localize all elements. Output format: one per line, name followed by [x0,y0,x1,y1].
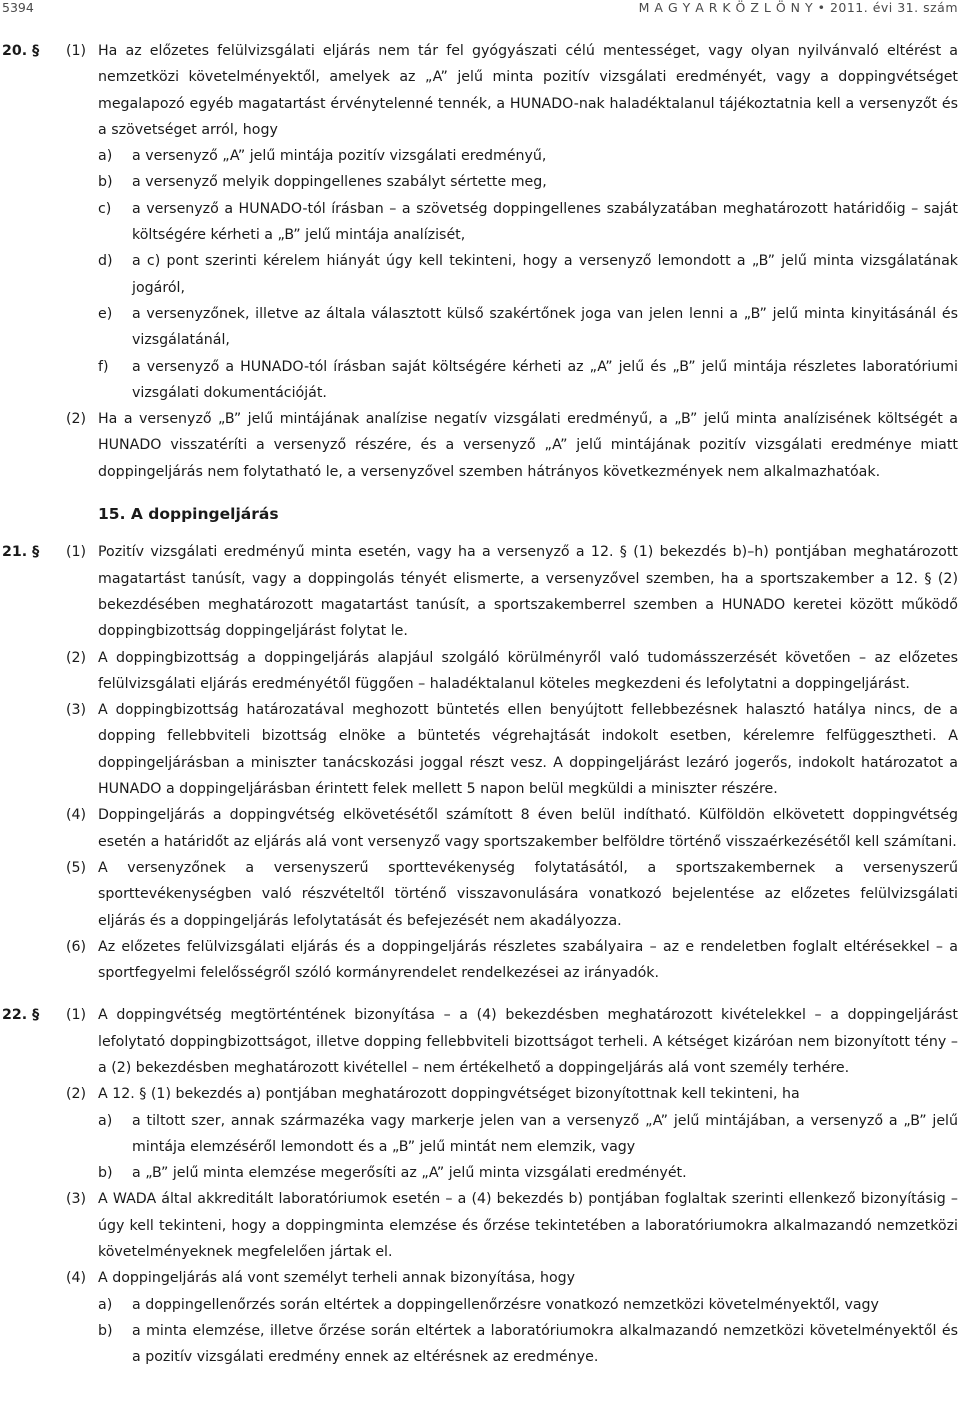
section [0,1002,958,1370]
paragraph-text: A doppingbizottság a doppingeljárás alapjául szolgáló körülményről való tudomásszerzését követően – az előzetes felülvizsgálati eljárás eredményétől függően – haladéktalanul köteles megkezdeni és lefolytatni a doppingeljárást. [98,649,958,692]
page-number: 5394 [2,0,34,15]
paragraph-text: Pozitív vizsgálati eredményű minta esetén, vagy ha a versenyző a 12. § (1) bekezdés b)–h) pontjában meghatározott magatartást tanúsít, vagy a doppingolás tényét elismerte, a versenyzővel szemben, ha a sportszakember a 12. § (2) bekezdésében meghatározott magatartást tanúsít, a sportszakemberrel szemben a HUNADO keretei között működő doppingbizottság doppingeljárást folytat le. [98,544,958,640]
paragraph-body [98,802,958,855]
paragraph-text: A doppingbizottság határozatával meghozott büntetés ellen benyújtott fellebbezésnek halasztó hatálya nincs, de a dopping fellebbviteli bizottság elnöke a büntetés végrehajtását indokolt esetben, kérelemre felfüggesztheti. A doppingeljárásban a miniszter tanácskozási joggal részt vesz. A doppingeljárást lezáró jogerős, indokolt határozatot a HUNADO a doppingeljárásban érintett felek mellett 5 napon belül megküldi a miniszter részére. [98,702,958,798]
list-item [98,169,958,195]
section-body [66,38,958,485]
paragraph-number: (4) [66,1270,87,1287]
list-item-letter: a) [98,1112,113,1129]
list-item [98,354,958,407]
paragraph-body [98,539,958,644]
list-item-letter: e) [98,305,113,322]
list-item [98,143,958,169]
paragraph-text: A doppingeljárás alá vont személyt terheli annak bizonyítása, hogy [98,1270,576,1287]
paragraph-body [98,1081,958,1186]
list-item-text: a versenyzőnek, illetve az általa választott külső szakértőnek joga van jelen lenni a „B” jelű minta kinyitásánál és vizsgálatánál, [132,305,958,349]
paragraph-number: (2) [66,1086,87,1103]
paragraph-body [98,645,958,698]
paragraph-body [98,855,958,934]
paragraph-number: (3) [66,1191,87,1208]
section-gap [0,986,958,1002]
list-item [98,1160,958,1186]
section-number: 20. § [2,43,40,59]
paragraph-text: A WADA által akkreditált laboratóriumok esetén – a (4) bekezdés b) pontjában foglaltak szerinti ellenkező bizonyításig – úgy kell tekinteni, hogy a doppingminta elemzése és őrzése tekintetében a laboratóriumokra alkalmazandó nemzetközi követelményeknek megfelelően jártak el. [98,1191,958,1261]
section-number: 22. § [2,1007,40,1024]
paragraph-number: (1) [66,544,87,561]
paragraph [66,645,958,698]
paragraph-number: (2) [66,649,87,666]
paragraph [66,1002,958,1081]
paragraph-body [98,406,958,485]
document-body [0,38,958,1371]
paragraph-body [98,697,958,802]
paragraph-text: Ha a versenyző „B” jelű mintájának analízise negatív vizsgálati eredményű, a „B” jelű minta analízisének költségét a HUNADO visszatéríti a versenyző részére, és a versenyző „A” jelű mintájának pozitív vizsgálati eredménye miatt doppingeljárás nem folytatható le, a versenyzővel szemben hátrányos következmények nem alkalmazhatóak. [98,411,958,480]
paragraph-body [98,1002,958,1081]
list-item-letter: b) [98,1165,113,1182]
paragraph [66,38,958,406]
paragraph-number: (5) [66,859,87,876]
list-item-text: a versenyző „A” jelű mintája pozitív vizsgálati eredményű, [132,148,547,165]
paragraph-text: A doppingvétség megtörténtének bizonyítása – a (4) bekezdésben meghatározott kivételekkel – a doppingeljárást lefolytató doppingbizottságot, illetve dopping fellebbviteli bizottságot terheli. A kétséget kizáróan nem bizonyított tény – a (2) bekezdésben meghatározott kivétellel – nem értékelhető a doppingeljárás alá vont személy terhére. [98,1007,958,1076]
list-item-text: a minta elemzése, illetve őrzése során eltértek a laboratóriumokra alkalmazandó nemzetközi követelményektől és a pozitív vizsgálati eredmény ennek az eltérésnek az eredménye. [132,1322,958,1366]
list-item-letter: b) [98,1322,113,1339]
heading-text: 15. A doppingeljárás [98,505,279,524]
list-item-letter: f) [98,358,109,375]
section-body [66,1002,958,1370]
paragraph [66,1265,958,1370]
section-heading [0,501,958,527]
list-item-letter: a) [98,1296,113,1313]
paragraph-body [98,934,958,987]
list-item [98,1108,958,1161]
journal-title: M A G Y A R K Ö Z L Ö N Y • 2011. évi 31. szám [638,0,958,15]
list-item [98,1318,958,1371]
paragraph [66,802,958,855]
list-item [98,301,958,354]
list-item [98,248,958,301]
paragraph [66,406,958,485]
list-item-letter: b) [98,174,113,191]
paragraph-number: (1) [66,43,87,59]
section [0,539,958,986]
list-item-text: a c) pont szerinti kérelem hiányát úgy kell tekinteni, hogy a versenyző lemondott a „B” jelű minta vizsgálatának jogáról, [132,253,958,296]
list-item-letter: d) [98,253,113,270]
paragraph-text: Ha az előzetes felülvizsgálati eljárás nem tár fel gyógyászati célú mentességet, vagy olyan nyilvánvaló eltérést a nemzetközi követelményektől, amelyek az „A” jelű minta pozitív vizsgálati eredményét, vagy a doppingvétséget megalapozó egyéb magatartást érvénytelenné tennék, a HUNADO-nak haladéktalanul tájékoztatnia kell a versenyzőt és a szövetséget arról, hogy [98,43,958,138]
paragraph [66,934,958,987]
paragraph [66,855,958,934]
list-item-letter: c) [98,200,112,217]
paragraph-body [98,38,958,406]
paragraph-body [98,1186,958,1265]
paragraph-number: (6) [66,938,87,955]
paragraph-number: (3) [66,702,87,719]
list-item-text: a doppingellenőrzés során eltértek a doppingellenőrzésre vonatkozó nemzetközi követelményektől, vagy [132,1296,879,1313]
paragraph [66,1081,958,1186]
list-item-text: a versenyző a HUNADO-tól írásban saját költségére kérheti az „A” jelű és „B” jelű mintája részletes laboratóriumi vizsgálati dokumentációját. [132,358,958,401]
section [0,38,958,485]
paragraph-body [98,1265,958,1370]
section-body [66,539,958,986]
paragraph-text: A 12. § (1) bekezdés a) pontjában meghatározott doppingvétséget bizonyítottnak kell tekinteni, ha [98,1086,800,1103]
paragraph [66,539,958,644]
paragraph-text: Az előzetes felülvizsgálati eljárás és a doppingeljárás részletes szabályaira – az e rendeletben foglalt eltérésekkel – a sportfegyelmi felelősségről szóló kormányrendelet rendelkezései az irányadók. [98,938,958,982]
paragraph-number: (1) [66,1007,87,1024]
paragraph-text: A versenyzőnek a versenyszerű sporttevékenység folytatásától, a sportszakembernek a versenyszerű sporttevékenységben való részvételtől történő visszavonulására vonatkozó bejelentése az előzetes felülvizsgálati eljárás és a doppingeljárás lefolytatását és befejezését nem akadályozza. [98,859,958,929]
list-item-text: a „B” jelű minta elemzése megerősíti az „A” jelű minta vizsgálati eredményét. [132,1165,687,1182]
list-item-text: a versenyző melyik doppingellenes szabályt sértette meg, [132,174,547,191]
list-item [98,1292,958,1318]
paragraph-number: (4) [66,807,87,824]
paragraph-number: (2) [66,411,87,428]
list-item-letter: a) [98,148,113,165]
section-number: 21. § [2,544,40,561]
list-item-text: a tiltott szer, annak származéka vagy markerje jelen van a versenyző „A” jelű mintájában, a versenyző a „B” jelű mintája elemzéséről lemondott és a „B” jelű mintát nem elemzik, vagy [132,1112,958,1155]
page-header [0,0,960,20]
list-item [98,196,958,249]
heading-spacer [0,501,66,527]
paragraph [66,697,958,802]
paragraph-text: Doppingeljárás a doppingvétség elkövetésétől számított 8 éven belül indítható. Külföldön elkövetett doppingvétség esetén a határidőt az eljárás alá vont versenyző vagy sportszakember belföldre történő visszaérkezésétől kell számítani. [98,807,958,850]
paragraph [66,1186,958,1265]
list-item-text: a versenyző a HUNADO-tól írásban – a szövetség doppingellenes szabályzatában meghatározott határidőig – saját költségére kérheti a „B” jelű mintája analízisét, [132,200,958,244]
